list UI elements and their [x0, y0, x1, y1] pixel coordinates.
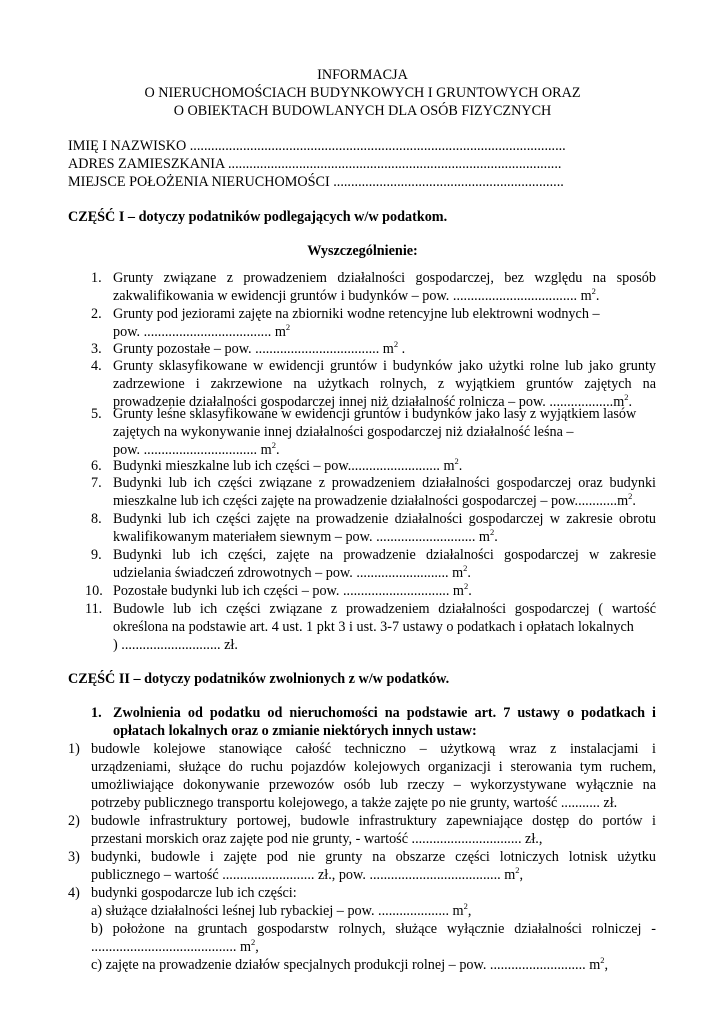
superscript: 2	[285, 322, 291, 332]
item-text: zadrzewione i zakrzewione na użytkach rolnych, z wyjątkiem gruntów zajętych na	[113, 376, 656, 392]
item-number: 9.	[91, 547, 102, 563]
item-number: 4)	[68, 885, 80, 901]
item-text: Grunty pod jeziorami zajęte na zbiorniki wodne retencyjne lub elektrowni wodnych –	[113, 306, 600, 322]
punctuation: .	[458, 458, 463, 474]
item-text: pow. .................................... m	[113, 324, 286, 340]
item-text: Budynki mieszkalne lub ich części – pow.......................... m	[113, 458, 455, 474]
punctuation: .	[494, 529, 498, 545]
superscript: 2	[600, 955, 605, 965]
item-text: kwalifikowanym materiałem siewnym – pow. ............................ m	[113, 529, 490, 545]
item-text: c) zajęte na prowadzenie działów specjalnych produkcji rolnej – pow. ........................... m	[91, 957, 601, 973]
item-text: Budynki lub ich części związane z prowadzeniem działalności gospodarczej oraz budynki	[113, 475, 656, 491]
property-location-field: MIEJSCE POŁOŻENIA NIERUCHOMOŚCI .................................................................	[68, 174, 564, 190]
address-field: ADRES ZAMIESZKANIA ..............................................................................................	[68, 156, 562, 172]
item-text: przestani morskich oraz zajęte pod nie grunty, - wartość ............................... zł.,	[91, 831, 543, 847]
item-text: Budynki lub ich części, zajęte na prowadzenie działalności gospodarczej w zakresie	[113, 547, 656, 563]
punctuation: ,	[255, 939, 259, 955]
punctuation: .	[595, 288, 600, 304]
item-text: potrzeby publicznego transportu kolejowego, a także zajęte po nie grunty, wartość ........... zł.	[91, 795, 618, 811]
superscript: 2	[454, 456, 459, 466]
item-number: 11.	[85, 601, 103, 617]
item-number: 1)	[68, 741, 80, 757]
superscript: 2	[489, 527, 495, 537]
item-text: budynki, budowle i zajęte pod nie grunty na obszarze części lotniczych lotnisk użytku	[91, 849, 656, 865]
item-number: 4.	[91, 358, 102, 374]
item-text: mieszkalne lub ich części zajęte na prowadzenie działalności gospodarczej – pow............m	[113, 493, 629, 509]
punctuation: .	[467, 565, 471, 581]
superscript: 2	[463, 581, 469, 591]
item-text: określona na podstawie art. 4 ust. 1 pkt 3 i ust. 3-7 ustawy o podatkach i opłatach lokalnych	[113, 619, 634, 635]
item-text: ) ............................ zł.	[113, 637, 238, 653]
item-text: publicznego – wartość .......................... zł., pow. ..................................... m	[91, 867, 516, 883]
item-text: budowle infrastruktury portowej, budowle infrastruktury zapewniające dostęp do portów i	[91, 813, 656, 829]
part1-subtitle: Wyszczególnienie:	[307, 243, 418, 259]
item-text: zajętych na wykonywanie innej działalności gospodarczej niż działalność leśna –	[113, 424, 574, 440]
item-number: 5.	[91, 406, 102, 422]
superscript: 2	[515, 865, 520, 875]
superscript: 2	[591, 286, 596, 296]
section-heading: Zwolnienia od podatku od nieruchomości na podstawie art. 7 ustawy o podatkach i	[113, 705, 656, 721]
document-title: INFORMACJA	[317, 67, 408, 83]
item-text: zakwalifikowania w ewidencji gruntów i budynków – pow. ................................... m	[113, 288, 592, 304]
superscript: 2	[463, 563, 468, 573]
punctuation: .	[275, 442, 280, 458]
item-text: Budynki lub ich części zajęte na prowadzenie działalności gospodarczej w zakresie obrotu	[113, 511, 656, 527]
punctuation: ,	[604, 957, 609, 973]
item-text: urządzeniami, służące do ruchu pojazdów kolejowych organizacji i sterowania tym ruchem,	[91, 759, 656, 775]
part1-title: CZĘŚĆ I – dotyczy podatników podlegających w/w podatkom.	[68, 209, 448, 225]
punctuation: .	[468, 583, 472, 599]
item-number: 3)	[68, 849, 80, 865]
item-number: 6.	[91, 458, 102, 474]
name-field: IMIĘ I NAZWISKO ..........................................................................................................	[68, 138, 566, 154]
item-number: 1.	[91, 270, 102, 286]
item-number: 3.	[91, 341, 102, 357]
item-text: Grunty leśne sklasyfikowane w ewidencji gruntów i budynków jako lasy z wyjątkiem lasów	[113, 406, 637, 422]
item-number: 7.	[91, 475, 102, 491]
item-number: 8.	[91, 511, 102, 527]
item-text: budynki gospodarcze lub ich części:	[91, 885, 297, 901]
item-text: Budowle lub ich części związane z prowadzeniem działalności gospodarczej ( wartość	[113, 601, 656, 617]
item-text: pow. ................................ m	[113, 442, 272, 458]
punctuation: .	[632, 493, 636, 509]
item-text: Pozostałe budynki lub ich części – pow. .............................. m	[113, 583, 464, 599]
document-title-line-3: O OBIEKTACH BUDOWLANYCH DLA OSÓB FIZYCZNYCH	[173, 103, 552, 119]
punctuation: ,	[467, 903, 472, 919]
item-text: budowle kolejowe stanowiące całość techniczno – użytkową wraz z instalacjami i	[91, 741, 656, 757]
item-text: Grunty sklasyfikowane w ewidencji gruntów i budynków jako użytki rolne lub jako grunty	[113, 358, 656, 374]
superscript: 2	[463, 901, 468, 911]
punctuation: .	[398, 341, 406, 357]
item-text: umożliwiające dokonywanie przewozów osób lub rzeczy – wykorzystywane wyłącznie na	[91, 777, 656, 793]
item-text: b) położone na gruntach gospodarstw rolnych, służące wyłącznie działalności rolniczej -	[91, 921, 656, 937]
document-title-line-2: O NIERUCHOMOŚCIACH BUDYNKOWYCH I GRUNTOWYCH ORAZ	[144, 85, 581, 101]
section-heading: opłatach lokalnych oraz o zmianie niektórych innych ustaw:	[113, 723, 477, 739]
punctuation: ,	[519, 867, 524, 883]
item-number: 2)	[68, 813, 80, 829]
item-text: a) służące działalności leśnej lub rybackiej – pow. .................... m	[91, 903, 464, 919]
item-text: Grunty pozostałe – pow. ................................... m	[113, 341, 394, 357]
superscript: 2	[393, 339, 399, 349]
superscript: 2	[624, 392, 629, 402]
item-text: udzielania świadczeń zdrowotnych – pow. .......................... m	[113, 565, 464, 581]
item-number: 1.	[91, 705, 102, 721]
item-text: Grunty związane z prowadzeniem działalności gospodarczej, bez względu na sposób	[113, 270, 656, 286]
superscript: 2	[628, 491, 633, 501]
punctuation: .	[628, 394, 633, 410]
superscript: 2	[251, 937, 256, 947]
item-text: ......................................... m	[91, 939, 252, 955]
superscript: 2	[271, 440, 276, 450]
part2-title: CZĘŚĆ II – dotyczy podatników zwolnionych z w/w podatków.	[68, 671, 450, 687]
item-number: 10.	[85, 583, 103, 599]
item-text: prowadzenie działalności gospodarczej innej niż działalność rolnicza – pow. ..................m	[113, 394, 625, 410]
item-number: 2.	[91, 306, 102, 322]
